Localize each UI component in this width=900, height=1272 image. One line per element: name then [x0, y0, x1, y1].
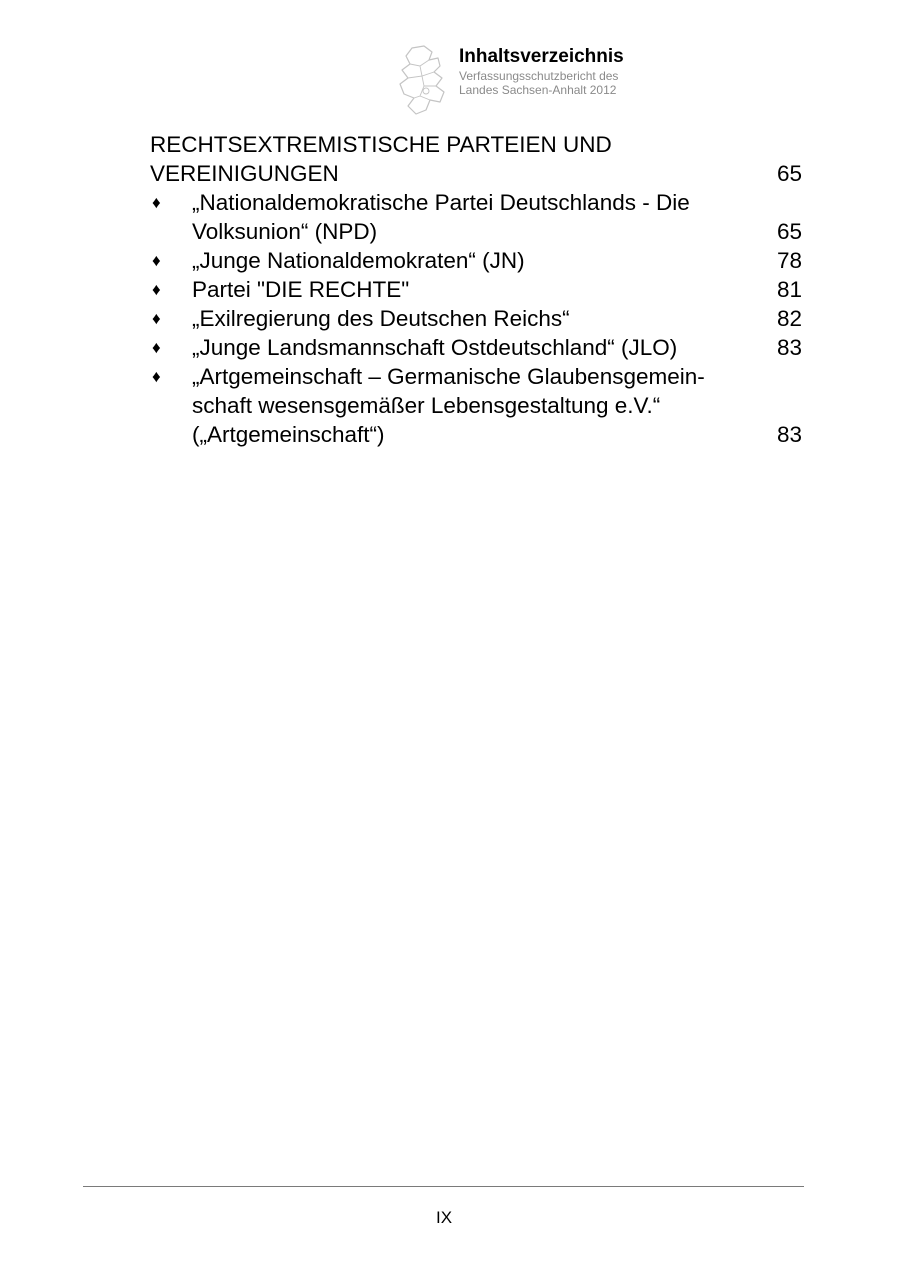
header-subtitle-line1: Verfassungsschutzbericht des	[459, 69, 619, 83]
header-title: Inhaltsverzeichnis	[459, 46, 624, 67]
toc-section-title	[150, 130, 710, 188]
toc-entry-page-number: 83	[776, 335, 802, 360]
diamond-bullet-icon: ♦	[152, 367, 161, 386]
toc-entry-line: „Artgemeinschaft – Germanische Glaubensgemein-	[192, 364, 705, 389]
table-of-contents	[150, 130, 802, 449]
footer-divider	[83, 1186, 804, 1187]
toc-entry-die-rechte[interactable]	[150, 275, 802, 304]
toc-entry-title	[192, 246, 762, 275]
diamond-bullet-icon: ♦	[152, 193, 161, 212]
toc-entry-line: („Artgemeinschaft“)	[192, 422, 385, 447]
toc-entry-line: „Junge Nationaldemokraten“ (JN)	[192, 248, 525, 273]
toc-entry-title	[192, 362, 762, 449]
toc-entry-line: Partei "DIE RECHTE"	[192, 277, 410, 302]
toc-entry-title	[192, 333, 762, 362]
footer-page-number: IX	[435, 1208, 453, 1227]
toc-entry-line: „Nationaldemokratische Partei Deutschlands - Die	[192, 190, 690, 215]
toc-entry-line: Volksunion“ (NPD)	[192, 219, 378, 244]
toc-entry-page-number: 65	[776, 219, 802, 244]
diamond-bullet-icon: ♦	[152, 280, 161, 299]
diamond-bullet-icon: ♦	[152, 251, 161, 270]
toc-entry-title	[192, 275, 762, 304]
toc-section-title-line: VEREINIGUNGEN	[150, 161, 339, 186]
toc-entry-line: „Junge Landsmannschaft Ostdeutschland“ (JLO)	[192, 335, 678, 360]
toc-entry-artgemeinschaft[interactable]	[150, 362, 802, 449]
toc-entry-jlo[interactable]	[150, 333, 802, 362]
page-header	[396, 44, 696, 116]
toc-entry-exilregierung[interactable]	[150, 304, 802, 333]
toc-entry-line: „Exilregierung des Deutschen Reichs“	[192, 306, 570, 331]
header-subtitle-line2: Landes Sachsen-Anhalt 2012	[459, 83, 617, 97]
toc-entry-page-number: 81	[776, 277, 802, 302]
toc-entry-npd[interactable]	[150, 188, 802, 246]
diamond-bullet-icon: ♦	[152, 338, 161, 357]
saxony-anhalt-map-icon	[396, 44, 462, 116]
toc-section-page-number: 65	[776, 161, 802, 186]
toc-entry-page-number: 83	[776, 422, 802, 447]
toc-entry-line: schaft wesensgemäßer Lebensgestaltung e.V.“	[192, 393, 661, 418]
toc-entry-page-number: 82	[776, 306, 802, 331]
toc-section-heading[interactable]	[150, 130, 802, 188]
toc-entry-jn[interactable]	[150, 246, 802, 275]
toc-entry-title	[192, 188, 762, 246]
toc-section-title-line: RECHTSEXTREMISTISCHE PARTEIEN UND	[150, 132, 612, 157]
toc-entry-page-number: 78	[776, 248, 802, 273]
toc-entry-title	[192, 304, 762, 333]
diamond-bullet-icon: ♦	[152, 309, 161, 328]
